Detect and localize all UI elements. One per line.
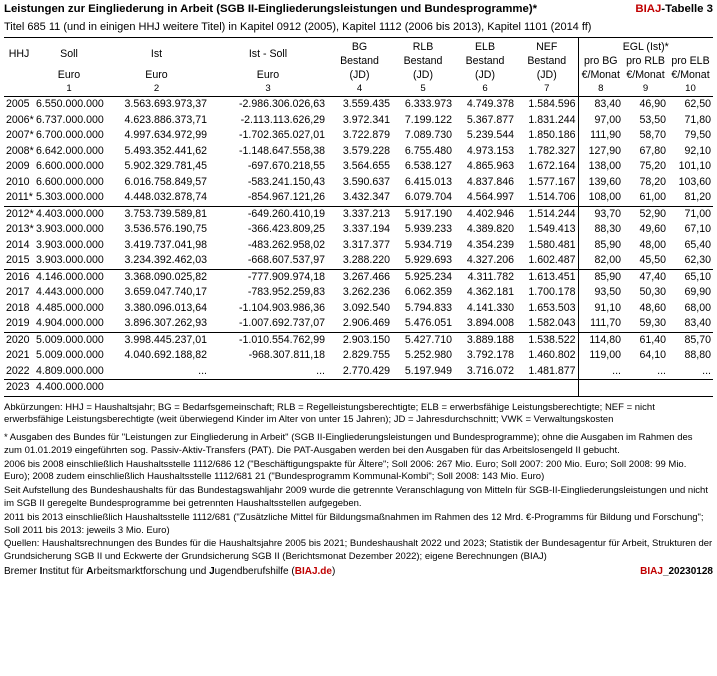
cell-pro-elb: 71,00: [668, 206, 713, 222]
cell-pro-bg: 88,30: [578, 222, 623, 238]
cell-elb: 5.239.544: [466, 129, 514, 141]
cell-elb: 4.402.946: [454, 206, 516, 222]
cell-pro-elb: 71,80: [684, 113, 711, 126]
cell-diff: -649.260.410,19: [209, 206, 327, 222]
col-num: 3: [265, 83, 271, 94]
col-num: 5: [420, 83, 426, 94]
cell-pro-elb: 65,40: [684, 238, 711, 251]
cell-pro-rlb: ...: [657, 364, 666, 377]
cell-rlb: 5.934.719: [404, 238, 452, 251]
cell-year: 2018: [6, 301, 30, 314]
col-num: 8: [578, 82, 623, 97]
cell-bg: 3.267.466: [327, 269, 392, 285]
cell-diff: -854.967.121,26: [247, 191, 325, 203]
cell-pro-elb: 81,20: [684, 191, 711, 203]
cell-bg: 3.262.236: [342, 286, 390, 298]
cell-bg: 2.903.150: [327, 332, 392, 348]
cell-year: 2019: [6, 317, 30, 329]
cell-pro-bg: 111,90: [578, 128, 623, 144]
table-body: [4, 97, 713, 397]
cell-soll: 4.443.000.000: [36, 286, 104, 298]
cell-pro-elb: 85,70: [668, 332, 713, 348]
cell-elb: 4.327.206: [466, 254, 514, 266]
cell-pro-elb: [668, 380, 713, 397]
cell-pro-bg: 139,60: [578, 175, 623, 191]
cell-pro-bg: ...: [578, 364, 623, 380]
table-row: [4, 222, 713, 238]
cell-pro-rlb: 61,00: [639, 191, 666, 203]
cell-diff: [209, 380, 327, 397]
cell-elb: 4.141.330: [466, 301, 514, 314]
unit-soll: Euro: [57, 69, 81, 81]
table-row: [4, 159, 713, 175]
cell-diff: -1.010.554.762,99: [209, 332, 327, 348]
cell-rlb: 6.062.359: [404, 286, 452, 298]
col-ist: Ist: [104, 38, 209, 69]
cell-pro-elb: 67,10: [684, 223, 711, 235]
cell-pro-elb: 79,50: [684, 129, 711, 141]
cell-nef: 1.831.244: [528, 113, 576, 126]
cell-ist: 3.234.392.462,03: [124, 254, 207, 266]
table-row: [4, 97, 713, 113]
cell-soll: 4.485.000.000: [36, 301, 104, 314]
cell-ist: 3.753.739.589,81: [104, 206, 209, 222]
cell-nef: 1.580.481: [528, 238, 576, 251]
cell-nef: 1.700.178: [528, 286, 576, 298]
table-row: [4, 332, 713, 348]
cell-nef: 1.549.413: [528, 223, 576, 235]
cell-soll: 4.904.000.000: [36, 317, 104, 329]
cell-pro-elb: 62,50: [668, 97, 713, 113]
cell-elb: 4.564.997: [466, 191, 514, 203]
cell-rlb: 6.333.973: [392, 97, 454, 113]
table-row: [4, 190, 713, 206]
cell-ist: 3.536.576.190,75: [124, 223, 207, 235]
cell-soll: 4.400.000.000: [34, 380, 104, 397]
cell-bg: 3.722.879: [342, 129, 390, 141]
cell-pro-elb: 68,00: [684, 301, 711, 314]
cell-year: 2012*: [4, 206, 34, 222]
page-title: Leistungen zur Eingliederung in Arbeit (SGB II-Eingliederungsleistungen und Bundesprogramme)*: [4, 3, 538, 15]
note-2011: 2011 bis 2013 einschließlich Haushaltsstelle 1112/681 ("Zusätzliche Mittel für Bildungsmaßnahmen im Rahmen des 12 Mrd. €-Programms für Bildung und Forschung"; Soll 2011 bis 2013: jeweils 3 Mio. Euro): [4, 511, 704, 536]
col-num: 1: [66, 83, 72, 94]
cell-bg: 2.906.469: [342, 317, 390, 329]
cell-bg: 3.432.347: [342, 191, 390, 203]
table-row: [4, 301, 713, 317]
document-code: BIAJ_20230128: [640, 566, 713, 578]
cell-rlb: 6.079.704: [404, 191, 452, 203]
cell-pro-rlb: 45,50: [639, 254, 666, 266]
cell-soll: 5.009.000.000: [36, 349, 104, 361]
table-row: [4, 128, 713, 144]
cell-nef: 1.514.244: [516, 206, 578, 222]
table-row: [4, 364, 713, 380]
cell-pro-rlb: 53,50: [639, 113, 666, 126]
cell-year: 2006*: [6, 113, 34, 126]
col-nef-jd: (JD): [536, 69, 557, 81]
col-pro-bg: pro BG: [578, 54, 623, 68]
cell-pro-elb: ...: [702, 364, 711, 377]
cell-bg: 3.317.377: [342, 238, 390, 251]
cell-year: 2008*: [6, 144, 34, 157]
note-asterisk: * Ausgaben des Bundes für "Leistungen zur Eingliederung in Arbeit" (SGB II-Eingliederungsleistungen und Bundesprogramme); ohne die Ausgaben im Rahmen des zum 01.01.2019 eingeführten sog. Passiv-Aktiv-Transfers (PAT). Die PAT-Ausgaben werden bei den Ausgaben für das Arbeitslosengeld II gebucht.: [4, 432, 693, 456]
cell-rlb: 5.925.234: [392, 269, 454, 285]
cell-nef: 1.481.877: [528, 364, 576, 377]
cell-rlb: 5.917.190: [392, 206, 454, 222]
cell-pro-rlb: 46,90: [623, 97, 668, 113]
cell-diff: -697.670.218,55: [247, 160, 325, 172]
cell-year: 2016: [4, 269, 34, 285]
badge-suffix: -Tabelle 3: [661, 3, 713, 15]
cell-pro-bg: 114,80: [578, 332, 623, 348]
col-rlb: RLB: [392, 38, 454, 55]
cell-ist: 4.997.634.972,99: [124, 129, 207, 141]
cell-nef: 1.613.451: [516, 269, 578, 285]
cell-pro-rlb: 52,90: [623, 206, 668, 222]
cell-nef: 1.460.802: [528, 349, 576, 361]
cell-bg: 3.590.637: [342, 175, 390, 188]
col-bg-jd: (JD): [349, 69, 370, 81]
document-page: [4, 3, 713, 580]
cell-elb: 4.389.820: [466, 223, 514, 235]
cell-pro-rlb: [623, 380, 668, 397]
table-row: [4, 380, 713, 397]
cell-diff: -1.007.692.737,07: [238, 317, 325, 329]
cell-year: 2009: [6, 160, 30, 172]
col-diff: Ist - Soll: [209, 38, 327, 69]
cell-diff: -2.986.306.026,63: [209, 97, 327, 113]
cell-diff: -583.241.150,43: [247, 175, 325, 188]
cell-ist: 4.040.692.188,82: [124, 349, 207, 361]
cell-pro-elb: 101,10: [678, 160, 711, 172]
cell-elb: 4.354.239: [466, 238, 514, 251]
cell-diff: -2.113.113.626,29: [240, 113, 325, 126]
cell-pro-bg: 97,00: [578, 113, 623, 129]
cell-nef: 1.672.164: [528, 160, 576, 172]
cell-pro-bg: 138,00: [578, 159, 623, 175]
cell-pro-rlb: 48,60: [639, 301, 666, 314]
note-abbreviations: Abkürzungen: HHJ = Haushaltsjahr; BG = Bedarfsgemeinschaft; RLB = Regelleistungsberechtigte; ELB = erwerbsfähige Leistungsberechtigte; NEF = nicht erwerbsfähige Leistungsberechtigte (weit überwiegend Kinder im Alter von unter 15 Jahren); JD = Jahresdurchschnitt; VWK = Verwaltungskosten: [4, 401, 655, 426]
note-2006: 2006 bis 2008 einschließlich Haushaltsstelle 1112/686 12 ("Beschäftigungspakte für Ältere"; Soll 2006: 267 Mio. Euro; Soll 2007: 200 Mio. Euro; Soll 2008: 99 Mio. Euro); 2008 zudem einschließlich Haushaltsstelle 1112/681 21 ("Bundesprogramm Kommunal-Kombi"; Soll 2008: 143 Mio. Euro): [4, 458, 687, 483]
cell-pro-bg: 127,90: [578, 144, 623, 160]
col-rlb-jd: (JD): [412, 69, 433, 81]
cell-soll: 6.600.000.000: [36, 160, 104, 172]
unit-pro-bg: €/Monat: [578, 68, 623, 82]
cell-rlb: 5.794.833: [404, 301, 452, 314]
col-num: 6: [482, 83, 488, 94]
cell-rlb: 5.252.980: [404, 349, 452, 361]
cell-year: 2022: [6, 364, 30, 377]
title-row: [4, 3, 713, 20]
cell-pro-bg: 119,00: [578, 348, 623, 364]
table-row: [4, 269, 713, 285]
cell-elb: 3.716.072: [466, 364, 514, 377]
cell-soll: 4.146.000.000: [34, 269, 104, 285]
col-num: 9: [642, 83, 649, 94]
cell-nef: 1.514.706: [528, 191, 576, 203]
cell-elb: 4.311.782: [454, 269, 516, 285]
table-row: [4, 285, 713, 301]
cell-bg: 3.579.228: [342, 144, 390, 157]
note-2009: Seit Aufstellung des Bundeshaushalts für das Bundestagswahljahr 2009 wurde die getrennte Veranschlagung von Mitteln für SGB-II-Eingliederungsleistungen und nicht im SGB II geregelte Bundesprogramme bei getrennten Haushaltsstellen aufgegeben.: [4, 485, 708, 510]
cell-rlb: 5.939.233: [404, 223, 452, 235]
cell-year: 2010: [6, 175, 30, 188]
cell-bg: 3.337.194: [342, 223, 390, 235]
organization-name: Bremer Institut für Arbeitsmarktforschung und Jugendberufshilfe (BIAJ.de): [4, 566, 336, 578]
cell-diff: -783.952.259,83: [247, 286, 325, 298]
cell-pro-rlb: 58,70: [639, 129, 666, 141]
cell-year: 2011*: [6, 191, 33, 203]
col-elb-jd: (JD): [474, 69, 495, 81]
cell-pro-elb: 69,90: [684, 286, 711, 298]
table-badge: [635, 3, 713, 15]
cell-soll: 6.700.000.000: [36, 129, 104, 141]
cell-ist: 6.016.758.849,57: [124, 175, 207, 188]
table-row: [4, 316, 713, 332]
table-row: [4, 238, 713, 254]
data-table: [4, 37, 713, 397]
cell-rlb: 6.538.127: [404, 160, 452, 172]
cell-soll: 5.303.000.000: [36, 191, 104, 203]
col-pro-rlb: pro RLB: [626, 55, 665, 67]
cell-soll: 3.903.000.000: [36, 223, 104, 235]
footnotes: [4, 402, 713, 565]
cell-soll: 4.403.000.000: [34, 206, 104, 222]
cell-elb: 4.749.378: [454, 97, 516, 113]
badge-prefix: BIAJ: [635, 3, 662, 15]
footer: [4, 566, 713, 580]
cell-diff: -1.148.647.558,38: [238, 144, 325, 157]
cell-elb: [454, 380, 516, 397]
cell-nef: 1.782.327: [528, 144, 576, 157]
cell-rlb: 6.755.480: [404, 144, 452, 157]
cell-bg: 3.092.540: [342, 301, 390, 314]
col-nef-bestand: Bestand: [527, 55, 567, 67]
subtitle: Titel 685 11 (und in einigen HHJ weitere Titel) in Kapitel 0912 (2005), Kapitel 1112 (2006 bis 2013), Kapitel 1101 (2014 ff): [4, 21, 592, 33]
table-row: [4, 206, 713, 222]
table-header: [4, 38, 713, 97]
cell-year: 2007*: [6, 129, 34, 141]
cell-nef: 1.653.503: [528, 301, 576, 314]
website-link[interactable]: BIAJ.de: [294, 566, 332, 578]
cell-ist: 5.493.352.441,62: [124, 144, 207, 157]
cell-diff: -777.909.974,18: [209, 269, 327, 285]
table-row: [4, 175, 713, 191]
cell-elb: 4.837.846: [466, 175, 514, 188]
col-num: 7: [544, 83, 550, 94]
cell-year: 2014: [6, 238, 30, 251]
cell-pro-bg: 93,70: [578, 206, 623, 222]
cell-rlb: 5.427.710: [392, 332, 454, 348]
cell-diff: -968.307.811,18: [248, 349, 325, 361]
cell-ist: 4.448.032.878,74: [124, 191, 207, 203]
cell-pro-rlb: 75,20: [639, 160, 666, 172]
cell-soll: 6.737.000.000: [36, 113, 104, 126]
col-num: 4: [356, 83, 363, 94]
col-nef: NEF: [516, 38, 578, 55]
cell-ist: 3.419.737.041,98: [124, 238, 207, 251]
cell-soll: 4.809.000.000: [36, 364, 104, 377]
unit-pro-elb: €/Monat: [671, 69, 710, 81]
cell-pro-rlb: 48,00: [639, 238, 666, 251]
cell-diff: -366.423.809,25: [247, 223, 325, 235]
cell-pro-rlb: 61,40: [623, 332, 668, 348]
cell-diff: -1.702.365.027,01: [238, 129, 325, 141]
cell-pro-bg: [578, 380, 623, 397]
cell-pro-bg: 108,00: [578, 190, 623, 206]
cell-pro-bg: 85,90: [578, 269, 623, 285]
cell-bg: 2.829.755: [342, 349, 390, 361]
cell-pro-elb: 103,60: [678, 175, 711, 188]
cell-rlb: 7.199.122: [404, 113, 452, 126]
table-row: [4, 348, 713, 364]
cell-rlb: 7.089.730: [404, 129, 452, 141]
cell-soll: 6.550.000.000: [34, 97, 104, 113]
cell-pro-rlb: 67,80: [639, 144, 666, 157]
cell-diff: ...: [316, 364, 325, 377]
cell-nef: 1.577.167: [528, 175, 576, 188]
cell-ist: 3.380.096.013,64: [124, 301, 207, 314]
cell-pro-bg: 93,50: [578, 285, 623, 301]
col-egl: EGL (Ist)*: [578, 38, 713, 55]
cell-ist: 3.368.090.025,82: [104, 269, 209, 285]
cell-ist: 3.896.307.262,93: [124, 317, 207, 329]
cell-ist: [104, 380, 209, 397]
unit-diff: Euro: [256, 69, 280, 81]
cell-pro-rlb: 50,30: [639, 286, 666, 298]
cell-bg: 3.564.655: [342, 160, 390, 172]
cell-soll: 6.642.000.000: [36, 144, 104, 157]
cell-pro-elb: 88,80: [684, 349, 711, 361]
cell-ist: 3.659.047.740,17: [124, 286, 207, 298]
cell-nef: 1.538.522: [516, 332, 578, 348]
cell-ist: 5.902.329.781,45: [124, 160, 207, 172]
cell-pro-rlb: 49,60: [639, 223, 666, 235]
cell-rlb: 5.197.949: [404, 364, 452, 377]
col-hhj: HHJ: [4, 38, 34, 69]
cell-nef: 1.850.186: [528, 129, 576, 141]
col-soll: Soll: [34, 38, 104, 69]
cell-nef: 1.584.596: [516, 97, 578, 113]
table-row: [4, 253, 713, 269]
cell-nef: 1.582.043: [528, 317, 576, 329]
cell-elb: 3.894.008: [466, 317, 514, 329]
cell-pro-bg: 82,00: [578, 253, 623, 269]
cell-pro-rlb: 47,40: [623, 269, 668, 285]
col-num: 10: [685, 83, 696, 94]
cell-pro-bg: 85,90: [578, 238, 623, 254]
cell-year: 2023: [4, 380, 34, 397]
cell-soll: 5.009.000.000: [34, 332, 104, 348]
cell-ist: 4.623.886.373,71: [124, 113, 207, 126]
table-row: [4, 113, 713, 129]
cell-year: 2017: [6, 286, 30, 298]
cell-pro-rlb: 78,20: [639, 175, 666, 188]
col-bg: BG: [327, 38, 392, 55]
cell-ist: 3.563.693.973,37: [104, 97, 209, 113]
cell-year: 2015: [6, 254, 30, 266]
cell-soll: 6.600.000.000: [36, 175, 104, 188]
cell-pro-elb: 83,40: [684, 317, 711, 329]
col-elb: ELB: [454, 38, 516, 55]
cell-pro-bg: 91,10: [578, 301, 623, 317]
cell-bg: 2.770.429: [342, 364, 390, 377]
cell-pro-elb: 65,10: [668, 269, 713, 285]
cell-diff: -1.104.903.986,36: [238, 301, 325, 314]
cell-nef: [516, 380, 578, 397]
col-elb-bestand: Bestand: [465, 55, 505, 67]
cell-bg: 3.972.341: [342, 113, 390, 126]
cell-year: 2005: [4, 97, 34, 113]
col-pro-elb: pro ELB: [671, 55, 710, 67]
cell-elb: 4.865.963: [466, 160, 514, 172]
cell-nef: 1.602.487: [528, 254, 576, 266]
table-row: [4, 144, 713, 160]
cell-pro-rlb: 59,30: [639, 317, 666, 329]
cell-soll: 3.903.000.000: [36, 238, 104, 251]
cell-elb: 4.973.153: [466, 144, 514, 157]
col-bg-bestand: Bestand: [340, 55, 379, 67]
cell-rlb: 6.415.013: [404, 175, 452, 188]
cell-rlb: [392, 380, 454, 397]
cell-year: 2013*: [6, 223, 34, 235]
cell-year: 2020: [4, 332, 34, 348]
cell-rlb: 5.929.693: [404, 254, 452, 266]
cell-elb: 3.889.188: [454, 332, 516, 348]
cell-soll: 3.903.000.000: [36, 254, 104, 266]
col-rlb-bestand: Bestand: [403, 55, 443, 67]
cell-bg: 3.337.213: [327, 206, 392, 222]
cell-pro-elb: 92,10: [684, 144, 711, 157]
cell-bg: [327, 380, 392, 397]
cell-bg: 3.288.220: [342, 254, 390, 266]
cell-elb: 3.792.178: [466, 349, 514, 361]
cell-ist: ...: [198, 364, 207, 377]
cell-elb: 5.367.877: [466, 113, 514, 126]
cell-bg: 3.559.435: [327, 97, 392, 113]
cell-diff: -483.262.958,02: [247, 238, 325, 251]
col-num: 2: [153, 83, 160, 94]
cell-pro-elb: 62,30: [684, 254, 711, 266]
cell-ist: 3.998.445.237,01: [104, 332, 209, 348]
cell-pro-bg: 83,40: [578, 97, 623, 113]
cell-diff: -668.607.537,97: [247, 254, 325, 266]
unit-ist: Euro: [145, 69, 168, 81]
cell-rlb: 5.476.051: [404, 317, 452, 329]
cell-year: 2021: [6, 349, 30, 361]
cell-elb: 4.362.181: [466, 286, 514, 298]
note-sources: Quellen: Haushaltsrechnungen des Bundes für die Haushaltsjahre 2005 bis 2021; Bundeshaushalt 2022 und 2023; Statistik der Bundesagentur für Arbeit, Strukturen der Grundsicherung SGB II und Eckwerte der Grundsicherung SGB II (Berichtsmonat Dezember 2022); eigene Berechnungen (BIAJ): [4, 538, 713, 563]
cell-pro-bg: 111,70: [578, 316, 623, 332]
cell-pro-rlb: 64,10: [639, 349, 666, 361]
unit-pro-rlb: €/Monat: [626, 69, 665, 81]
